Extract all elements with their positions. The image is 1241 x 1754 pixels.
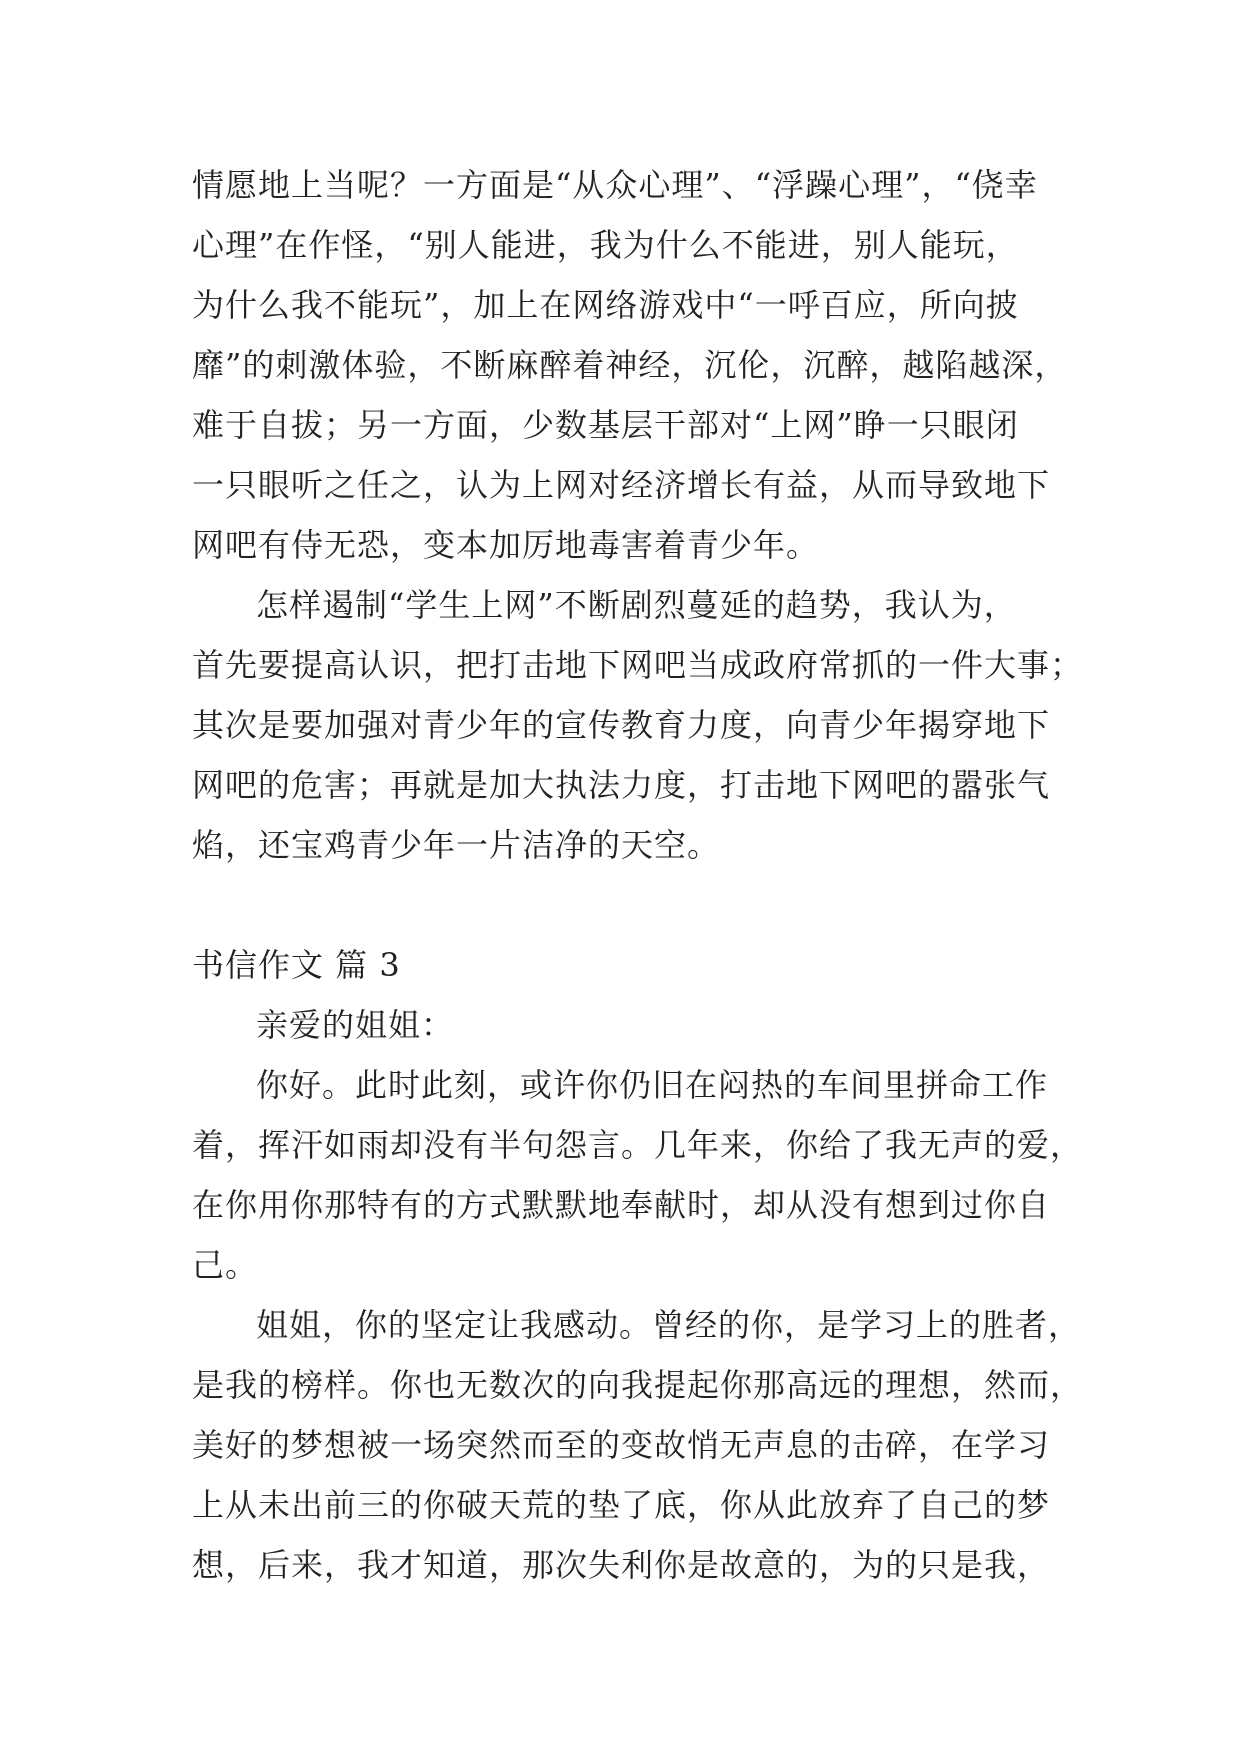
text-line: 首先要提高认识，把打击地下网吧当成政府常抓的一件大事； <box>192 646 1084 684</box>
text-line: 上从未出前三的你破天荒的垫了底，你从此放弃了自己的梦 <box>192 1486 1051 1524</box>
text-line: 是我的榜样。你也无数次的向我提起你那高远的理想，然而， <box>192 1366 1084 1404</box>
document-body <box>192 155 1084 1595</box>
text-line: 网吧的危害；再就是加大执法力度，打击地下网吧的嚣张气 <box>192 766 1051 804</box>
section-spacer <box>192 875 1072 935</box>
text-line: 怎样遏制“学生上网”不断剧烈蔓延的趋势，我认为， <box>256 586 1017 624</box>
text-line: 其次是要加强对青少年的宣传教育力度，向青少年揭穿地下 <box>192 706 1051 744</box>
section-title: 书信作文 篇 3 <box>192 946 401 984</box>
text-line: 美好的梦想被一场突然而至的变故悄无声息的击碎，在学习 <box>192 1426 1051 1464</box>
text-line: 网吧有侍无恐，变本加厉地毒害着青少年。 <box>192 526 820 564</box>
paragraph-4 <box>192 1295 1084 1595</box>
text-line: 一只眼听之任之，认为上网对经济增长有益，从而导致地下 <box>192 466 1051 504</box>
paragraph-1 <box>192 155 1072 575</box>
text-line: 心理”在作怪，“别人能进，我为什么不能进，别人能玩， <box>192 226 1019 264</box>
text-line: 想，后来，我才知道，那次失利你是故意的，为的只是我， <box>192 1546 1051 1584</box>
text-line: 在你用你那特有的方式默默地奉献时，却从没有想到过你自 <box>192 1186 1051 1224</box>
text-line: 焰，还宝鸡青少年一片洁净的天空。 <box>192 826 721 864</box>
letter-salutation: 亲爱的姐姐： <box>256 1006 455 1044</box>
text-line: 情愿地上当呢？一方面是“从众心理”、“浮躁心理”，“侥幸 <box>192 166 1038 204</box>
text-line: 靡”的刺激体验，不断麻醉着神经，沉伦，沉醉，越陷越深， <box>192 346 1068 384</box>
paragraph-3 <box>192 1055 1084 1295</box>
paragraph-2 <box>192 575 1084 875</box>
text-line: 你好。此时此刻，或许你仍旧在闷热的车间里拼命工作 <box>256 1066 1049 1104</box>
text-line: 为什么我不能玩”，加上在网络游戏中“一呼百应，所向披 <box>192 286 1019 324</box>
text-line: 难于自拔；另一方面，少数基层干部对“上网”睁一只眼闭 <box>192 406 1019 444</box>
text-line: 己。 <box>192 1246 259 1284</box>
text-line: 着，挥汗如雨却没有半句怨言。几年来，你给了我无声的爱， <box>192 1126 1084 1164</box>
text-line: 姐姐，你的坚定让我感动。曾经的你，是学习上的胜者， <box>256 1306 1082 1344</box>
